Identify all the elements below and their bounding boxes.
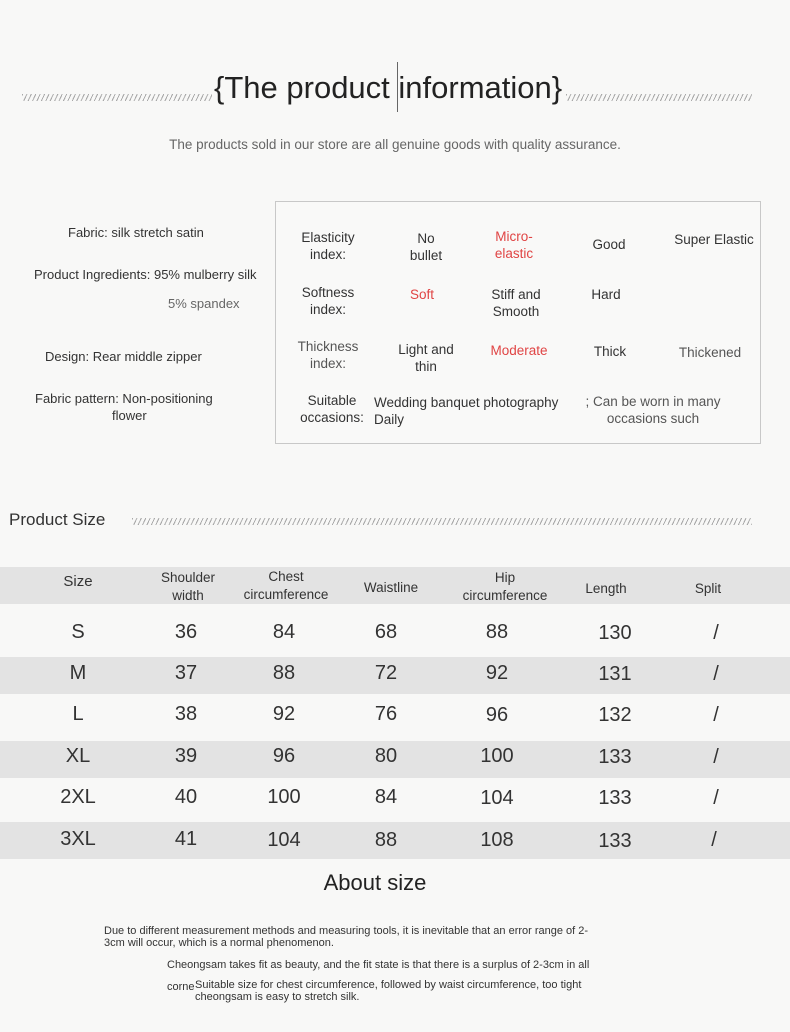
softness-option-soft: Soft — [409, 287, 434, 302]
size-header-shoulder: Shoulder width — [160, 570, 216, 603]
table-cell: 37 — [174, 662, 198, 684]
size-header-split: Split — [694, 581, 722, 596]
table-cell: 2XL — [60, 786, 96, 808]
table-cell: 76 — [374, 703, 398, 725]
ingredients-text: Product Ingredients: 95% mulberry silk — [34, 267, 257, 282]
product-size-title: Product Size — [9, 510, 106, 529]
thickness-option-moderate: Moderate — [490, 343, 548, 358]
table-cell: 104 — [480, 787, 514, 809]
softness-option-stiff-smooth: Stiff and Smooth — [491, 287, 541, 319]
table-cell: 40 — [174, 786, 198, 808]
softness-label: Softness index: — [301, 285, 355, 317]
fabric-text: Fabric: silk stretch satin — [68, 225, 204, 240]
table-cell: / — [713, 622, 719, 644]
table-cell: 84 — [272, 621, 296, 643]
thickness-option-light-thin: Light and thin — [398, 342, 454, 374]
occasions-value: Wedding banquet photography Daily — [374, 395, 559, 427]
design-text: Design: Rear middle zipper — [45, 349, 202, 364]
title-left-hatch — [22, 94, 212, 101]
table-cell: 41 — [174, 828, 198, 850]
elasticity-label: Elasticity index: — [301, 230, 355, 262]
table-cell: / — [713, 746, 719, 768]
page-title: {The product information} — [214, 70, 563, 105]
table-cell: 108 — [480, 829, 514, 851]
table-cell: 130 — [598, 622, 632, 644]
page-subtitle: The products sold in our store are all genuine goods with quality assurance. — [169, 137, 621, 152]
thickness-option-thickened: Thickened — [678, 345, 742, 360]
thickness-label: Thickness index: — [297, 339, 359, 371]
table-cell: 133 — [598, 830, 632, 852]
table-cell: 88 — [374, 829, 398, 851]
table-cell: 92 — [272, 703, 296, 725]
size-header-size: Size — [63, 573, 93, 590]
table-cell: 100 — [480, 745, 514, 767]
table-cell: L — [72, 703, 84, 725]
table-cell: 88 — [272, 662, 296, 684]
about-note-1: Due to different measurement methods and measuring tools, it is inevitable that an error range of 2- 3cm will occur, which is a normal phenomenon. — [104, 925, 589, 949]
table-cell: / — [713, 787, 719, 809]
table-cell: 92 — [485, 662, 509, 684]
occasions-extra: ; Can be worn in many occasions such — [585, 394, 721, 426]
table-cell: 96 — [485, 704, 509, 726]
table-cell: 84 — [374, 786, 398, 808]
table-cell: S — [71, 621, 85, 643]
table-cell: 88 — [485, 621, 509, 643]
table-cell: 80 — [374, 745, 398, 767]
table-cell: 68 — [374, 621, 398, 643]
table-cell: M — [69, 662, 87, 684]
table-cell: / — [713, 704, 719, 726]
table-cell: 100 — [267, 786, 301, 808]
table-cell: 3XL — [60, 828, 96, 850]
size-header-length: Length — [585, 581, 627, 596]
elasticity-option-super-elastic: Super Elastic — [674, 232, 754, 247]
product-size-hatch — [132, 518, 752, 525]
pattern-text: Fabric pattern: Non-positioning — [35, 391, 213, 406]
table-cell: / — [711, 829, 717, 851]
size-header-hip: Hip circumference — [462, 570, 548, 603]
thickness-option-thick: Thick — [593, 344, 627, 359]
table-cell: 133 — [598, 746, 632, 768]
table-cell: 72 — [374, 662, 398, 684]
table-cell: 131 — [598, 663, 632, 685]
title-cursor-divider — [397, 62, 398, 112]
table-cell: 132 — [598, 704, 632, 726]
table-cell: XL — [65, 745, 91, 767]
elasticity-option-micro-elastic: Micro- elastic — [494, 229, 534, 261]
about-note-2: Cheongsam takes fit as beauty, and the fit state is that there is a surplus of 2-3cm in all — [167, 959, 590, 971]
table-cell: 96 — [272, 745, 296, 767]
size-header-waist: Waistline — [363, 580, 419, 595]
table-cell: 39 — [174, 745, 198, 767]
table-cell: 133 — [598, 787, 632, 809]
occasions-label: Suitable occasions: — [300, 393, 364, 425]
table-cell: / — [713, 663, 719, 685]
elasticity-option-no-bullet: No bullet — [409, 231, 443, 263]
about-note-3-prefix: corne — [167, 981, 195, 993]
table-cell: 104 — [267, 829, 301, 851]
elasticity-option-good: Good — [592, 237, 626, 252]
table-cell: 38 — [174, 703, 198, 725]
ingredients-text-2: 5% spandex — [168, 296, 240, 311]
pattern-text-2: flower — [112, 408, 147, 423]
about-size-title: About size — [323, 870, 427, 895]
about-note-3: Suitable size for chest circumference, followed by waist circumference, too tight cheongsam is easy to stretch silk. — [195, 979, 582, 1003]
softness-option-hard: Hard — [591, 287, 621, 302]
table-cell: 36 — [174, 621, 198, 643]
title-right-hatch — [566, 94, 752, 101]
attribute-box — [275, 201, 761, 444]
size-header-chest: Chest circumference — [243, 569, 329, 602]
